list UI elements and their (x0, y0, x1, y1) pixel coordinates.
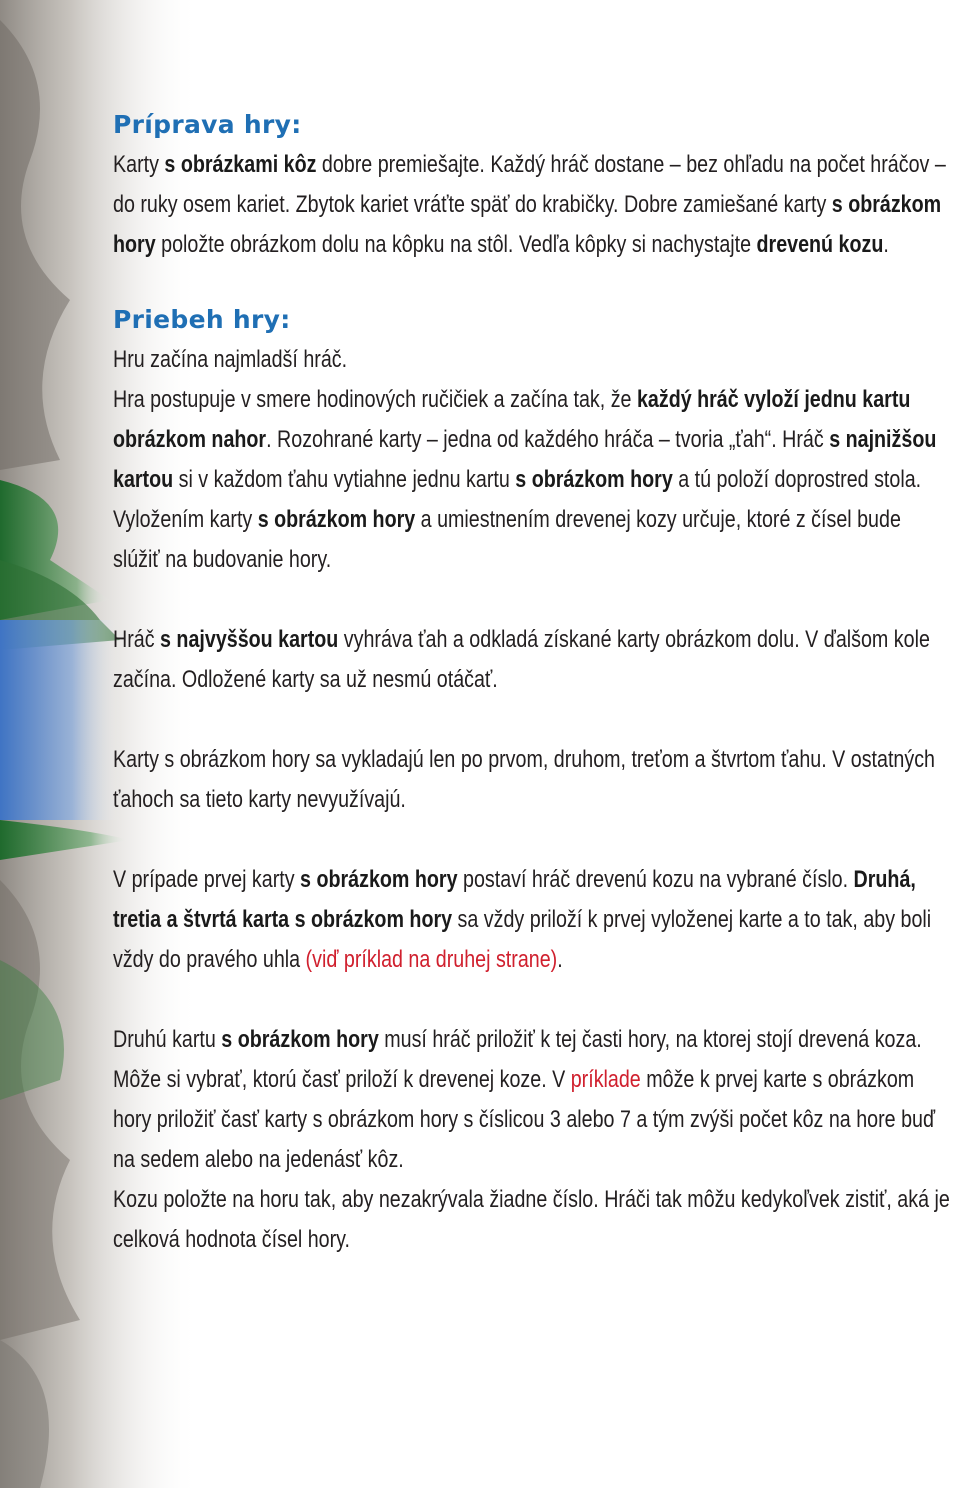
text-run: a tú položí doprostred stola. Vyložením karty (113, 466, 922, 533)
text-run: sa vždy priloží k prvej vyloženej karte a to tak, aby boli vždy do pravého uhla (113, 906, 932, 973)
bold-run: s obrázkom hory (300, 866, 458, 893)
text-run: Karty s obrázkom hory sa vykladajú len po prvom, druhom, treťom a štvrtom ťahu. V ostatných ťahoch sa tieto karty nevyužívajú. (113, 746, 935, 813)
bold-run: s obrázkom hory (257, 506, 416, 533)
bold-run: Druhá, tretia a štvrtá karta s obrázkom hory (113, 866, 916, 933)
bold-run: s najnižšou kartou (113, 426, 937, 493)
course-paragraph-1 (113, 340, 951, 380)
bold-run: s obrázkom hory (515, 466, 673, 493)
bold-run: každý hráč vyloží jednu kartu obrázkom nahor (113, 386, 911, 453)
text-run: . Rozohrané karty – jedna od každého hráča – tvoria „ťah“. Hráč (266, 426, 830, 453)
text-run: Hra postupuje v smere hodinových ručičiek a začína tak, že (113, 386, 637, 413)
course-paragraph-4 (113, 740, 951, 820)
reference-run: príklade (570, 1066, 641, 1093)
text-run: a umiestnením drevenej kozy určuje, ktoré z čísel bude slúžiť na budovanie hory. (113, 506, 901, 573)
rules-text (113, 110, 951, 1260)
text-run: musí hráč priložiť k tej časti hory, na ktorej stojí drevená koza. Môže si vybrať, ktorú časť priloží k drevenej koze. V (113, 1026, 922, 1093)
course-paragraph-3 (113, 620, 951, 700)
text-run: Dobre zamiešané karty (618, 191, 832, 218)
course-paragraph-2 (113, 380, 951, 580)
course-paragraph-7 (113, 1180, 951, 1260)
bold-run: s najvyššou kartou (160, 626, 339, 653)
text-run: . (883, 231, 889, 258)
text-run: Hráč (113, 626, 161, 653)
bold-run: s obrázkami kôz (164, 151, 317, 178)
bold-run: drevenú kozu (756, 231, 884, 258)
bold-run: s obrázkom hory (113, 191, 942, 258)
bold-run: s obrázkom hory (221, 1026, 379, 1053)
reference-run: (viď príklad na druhej strane) (305, 946, 558, 973)
text-run: Kozu položte na horu tak, aby nezakrývala žiadne číslo. Hráči tak môžu kedykoľvek zistiť, aká je celková hodnota čísel hory. (113, 1186, 950, 1253)
text-run: vyhráva ťah a odkladá získané karty obrázkom dolu. V ďalšom kole začína. Odložené karty sa už nesmú otáčať. (113, 626, 930, 693)
text-run: Karty (113, 151, 165, 178)
setup-paragraph (113, 145, 951, 265)
text-run: môže k prvej karte s obrázkom hory priložiť časť karty s obrázkom hory s číslicou 3 alebo 7 a tým zvýši počet kôz na hore buď na sedem alebo na jedenásť kôz. (113, 1066, 936, 1173)
text-run: dobre premiešajte. Každý hráč dostane – bez ohľadu na počet hráčov – do ruky osem kariet. Zbytok kariet vráťte späť do krabičky. (113, 151, 946, 218)
text-run: Druhú kartu (113, 1026, 222, 1053)
course-paragraph-6 (113, 1020, 951, 1180)
text-run: postaví hráč drevenú kozu na vybrané číslo. (457, 866, 854, 893)
text-run: V prípade prvej karty (113, 866, 301, 893)
course-paragraph-5 (113, 860, 951, 980)
course-heading: Priebeh hry: (113, 305, 291, 334)
text-run: si v každom ťahu vytiahne jednu kartu (173, 466, 516, 493)
text-run: . (557, 946, 563, 973)
text-run: Hru začína najmladší hráč. (113, 346, 348, 373)
text-run: položte obrázkom dolu na kôpku na stôl. Vedľa kôpky si nachystajte (155, 231, 757, 258)
setup-heading: Príprava hry: (113, 110, 302, 139)
